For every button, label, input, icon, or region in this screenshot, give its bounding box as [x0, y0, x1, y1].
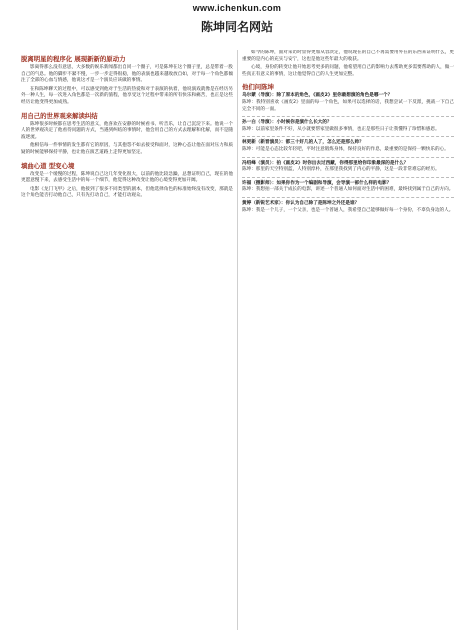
qa-answer: 陈坤：那里的天空特别蓝，人特别淳朴，在那里我找到了内心的平静，这是一段非常难忘的经历。 — [242, 167, 440, 173]
qa-answer: 陈坤：我是一个儿子，一个父亲，也是一个普通人，我希望自己能够做好每一个身份，不辜负身边的人。 — [242, 207, 454, 213]
qa-item — [242, 93, 454, 113]
qa-question: 乌尔蒙（导演）：除了原本的角色，《画皮2》里你最想演的角色是哪一个？ — [242, 93, 393, 99]
qa-divider — [242, 177, 454, 178]
qa-item — [242, 140, 454, 153]
qa-question: 林更新（新晋演员）：都三十好几的人了，怎么还是那么帅？ — [242, 140, 364, 146]
qa-answer: 陈坤：我特别喜欢《画皮2》里面的每一个角色，如果可以选择的话，我想尝试一下反派，挑战一下自己完全不同的一面。 — [242, 99, 454, 112]
qa-divider — [242, 197, 454, 198]
qa-item — [242, 120, 454, 133]
qa-item — [242, 181, 454, 194]
qa-question: 黄婷（新锐艺术家）：你认为自己除了是陈坤之外还是谁？ — [242, 200, 360, 206]
qa-question: 孙一白（导演）：小时候你是演什么长大的？ — [242, 120, 332, 126]
right-column — [242, 50, 454, 630]
site-url: www.ichenkun.com — [192, 3, 282, 13]
qa-question: 冯绍峰（演员）：拍《画皮2》时你出去过西藏，你得那里给你印象最深的是什么？ — [242, 160, 409, 166]
section-heading: 脱离明星的程序化 展现新新的原动力 — [21, 55, 126, 63]
qa-answer: 陈坤：可能是心态比较年轻吧，平时注意锻炼身体，保持良好的作息，最重要的是保持一颗快乐的心。 — [242, 146, 449, 152]
qa-divider — [242, 157, 454, 158]
qa-item — [242, 161, 454, 174]
paragraph: 影离得那么没有意思，大多数的娱乐新闻都出自同一个圈子，可是陈坤在这个圈子里，总是带着一股自己的气息。他的脚步不紧不慢，一步一步走得很稳，他的表演也越来越收放自如，对于每一个角色都倾注了全部的心血与情感，他说这才是一个演员应该做的事情。 — [21, 65, 233, 84]
qa-divider — [242, 116, 454, 117]
paragraph: 心境，身份的转变让他开始思考更多的问题，他希望用自己的影响力去帮助更多需要帮助的人，做一些真正有意义的事情，这让他觉得自己的人生更加完整。 — [242, 65, 454, 77]
qa-answer: 陈坤：我想拍一部关于成长的电影，讲述一个普通人如何面对生活中的困难，最终找到属于自己的方向。 — [242, 187, 454, 193]
qa-question: 许福（摄影师）：如果你作为一个编剧和导演，会导演一部什么样的电影？ — [242, 180, 392, 186]
paragraph: 在和陈坤聊天的过程中，可以感受到他对于生活的热爱和对于表演的执着，他说演戏就像是在经历另外一种人生，每一次进入角色都是一次新的旅程，他享受这个过程中带来的所有快乐和痛苦，也正是这些经历让他变得更加成熟。 — [21, 86, 233, 105]
paragraph: 电影《龙门飞甲》之后，他接到了很多不同类型的剧本，但他选择角色的标准始终没有改变，那就是这个角色能否打动他自己，只有先打动自己，才能打动观众。 — [21, 186, 233, 199]
qa-item — [242, 201, 454, 214]
column-divider — [237, 50, 238, 630]
page-title: 陈坤同名网站 — [200, 20, 273, 34]
paragraph: 改变是一个缓慢的过程，陈坤说自己这几年变化很大，以前的他比较急躁，总想证明自己，现在的他更愿意慢下来，去感受生活中的每一个细节，他觉得这种改变让他的心境变得更加开阔。 — [21, 171, 233, 184]
section-heading: 填曲心道 型变心境 — [21, 161, 75, 170]
qa-answer: 陈坤：以前家里条件不好，从小就要帮家里做很多事情，也正是那些日子让我懂得了珍惜和感恩。 — [242, 126, 440, 132]
left-column — [21, 50, 233, 630]
paragraph: 如今的陈坤，面对采访时显得更加从容淡定，他说现在的自己不再需要用外在的东西来证明什么，更重要的是内心的充实与安宁，这也是他这些年最大的收获。 — [242, 50, 454, 62]
qa-divider — [242, 136, 454, 137]
paragraph: 他相信每一件事情的发生都有它的原因，与其抱怨不如去接受和面对，这种心态让他在面对压力和质疑的时候能够保持平静，也让他在演艺道路上走得更加坚定。 — [21, 143, 233, 155]
paragraph: 陈坤很多时候都在思考生活的意义，他喜欢在安静的时候看书、听音乐，让自己沉淀下来。他说一个人的世界观决定了他看待问题的方式，当遇到纠结的事情时，他会用自己的方式去理解和化解，而不是随波逐流。 — [21, 121, 233, 140]
section-heading: 用自己的世界观来解读纠结 — [21, 111, 98, 120]
qa-heading: 他们问陈坤 — [242, 83, 274, 92]
